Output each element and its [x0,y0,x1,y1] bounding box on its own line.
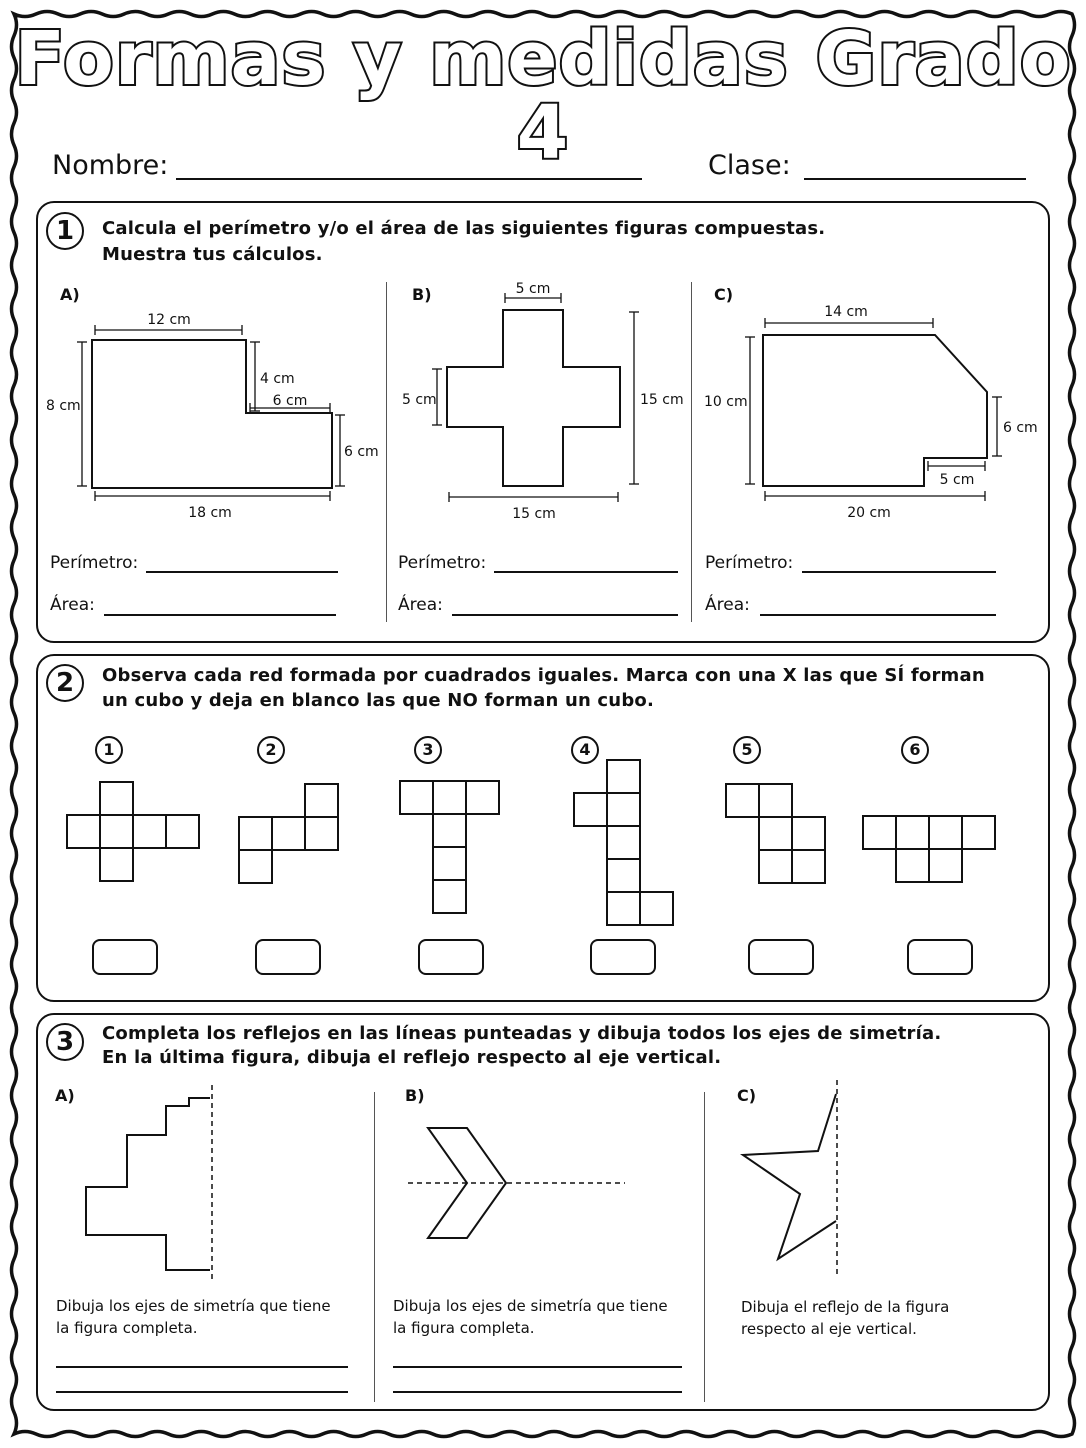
dim-label: 14 cm [824,304,868,320]
net-number-2: 2 [257,736,285,764]
answer-line-a2[interactable] [56,1391,348,1393]
symmetry-c-label: C) [737,1086,757,1105]
class-label: Clase: [708,150,791,181]
area-label-b: Área: [398,595,443,615]
net-number-6: 6 [901,736,929,764]
perimeter-label-b: Perímetro: [398,553,487,573]
section-1-instruction-line1: Calcula el perímetro y/o el área de las siguientes figuras compuestas. [102,218,826,239]
net-number-1: 1 [95,736,123,764]
symmetry-a-desc-line2: la figura completa. [56,1319,198,1337]
dim-label: 15 cm [640,392,684,408]
symmetry-b-desc-line2: la figura completa. [393,1319,535,1337]
net-number-3: 3 [414,736,442,764]
dim-label: 5 cm [939,472,975,488]
area-label-a: Área: [50,595,95,615]
net-number-4: 4 [571,736,599,764]
dim-label: 4 cm [260,371,295,387]
symmetry-b-desc-line1: Dibuja los ejes de simetría que tiene [393,1297,668,1315]
section-1-number: 1 [46,212,84,250]
area-label-c: Área: [705,595,750,615]
figure-b-label: B) [412,285,432,304]
symmetry-a-desc-line1: Dibuja los ejes de simetría que tiene [56,1297,331,1315]
dim-label: 6 cm [272,393,308,409]
symmetry-c-desc-line1: Dibuja el reflejo de la figura [741,1298,950,1316]
symmetry-a-label: A) [55,1086,75,1105]
figure-a-label: A) [60,285,80,304]
symmetry-b-label: B) [405,1086,425,1105]
page-title: Formas y medidas Grado 4 [14,16,1072,176]
dim-label: 18 cm [188,505,232,521]
answer-line-b1[interactable] [393,1366,682,1368]
name-label: Nombre: [52,150,169,181]
dim-label: 6 cm [1003,420,1038,436]
dim-label: 12 cm [147,312,191,328]
half-star-shape [743,1094,836,1259]
net-number-5: 5 [733,736,761,764]
section-1-instruction-line2: Muestra tus cálculos. [102,244,323,265]
answer-line-b2[interactable] [393,1391,682,1393]
section-2-number: 2 [46,664,84,702]
perimeter-label-c: Perímetro: [705,553,794,573]
figure-c-label: C) [714,285,734,304]
dim-label: 5 cm [402,392,437,408]
dim-label: 10 cm [704,394,748,410]
dim-label: 6 cm [344,444,379,460]
section-2-instruction-line2: un cubo y deja en blanco las que NO forman un cubo. [102,690,655,711]
section-2-instruction-line1: Observa cada red formada por cuadrados iguales. Marca con una X las que SÍ forman [102,665,985,686]
dim-label: 20 cm [847,505,891,521]
dim-label: 5 cm [515,281,551,297]
symmetry-c-desc-line2: respecto al eje vertical. [741,1320,917,1338]
section-3-instruction-line1: Completa los reflejos en las líneas punteadas y dibuja todos los ejes de simetría. [102,1023,942,1044]
dim-label: 8 cm [46,398,81,414]
section-3-instruction-line2: En la última figura, dibuja el reflejo respecto al eje vertical. [102,1047,722,1068]
section-3-number: 3 [46,1023,84,1061]
stepped-half-shape [86,1098,210,1270]
answer-line-a1[interactable] [56,1366,348,1368]
dim-label: 15 cm [512,506,556,522]
perimeter-label-a: Perímetro: [50,553,139,573]
